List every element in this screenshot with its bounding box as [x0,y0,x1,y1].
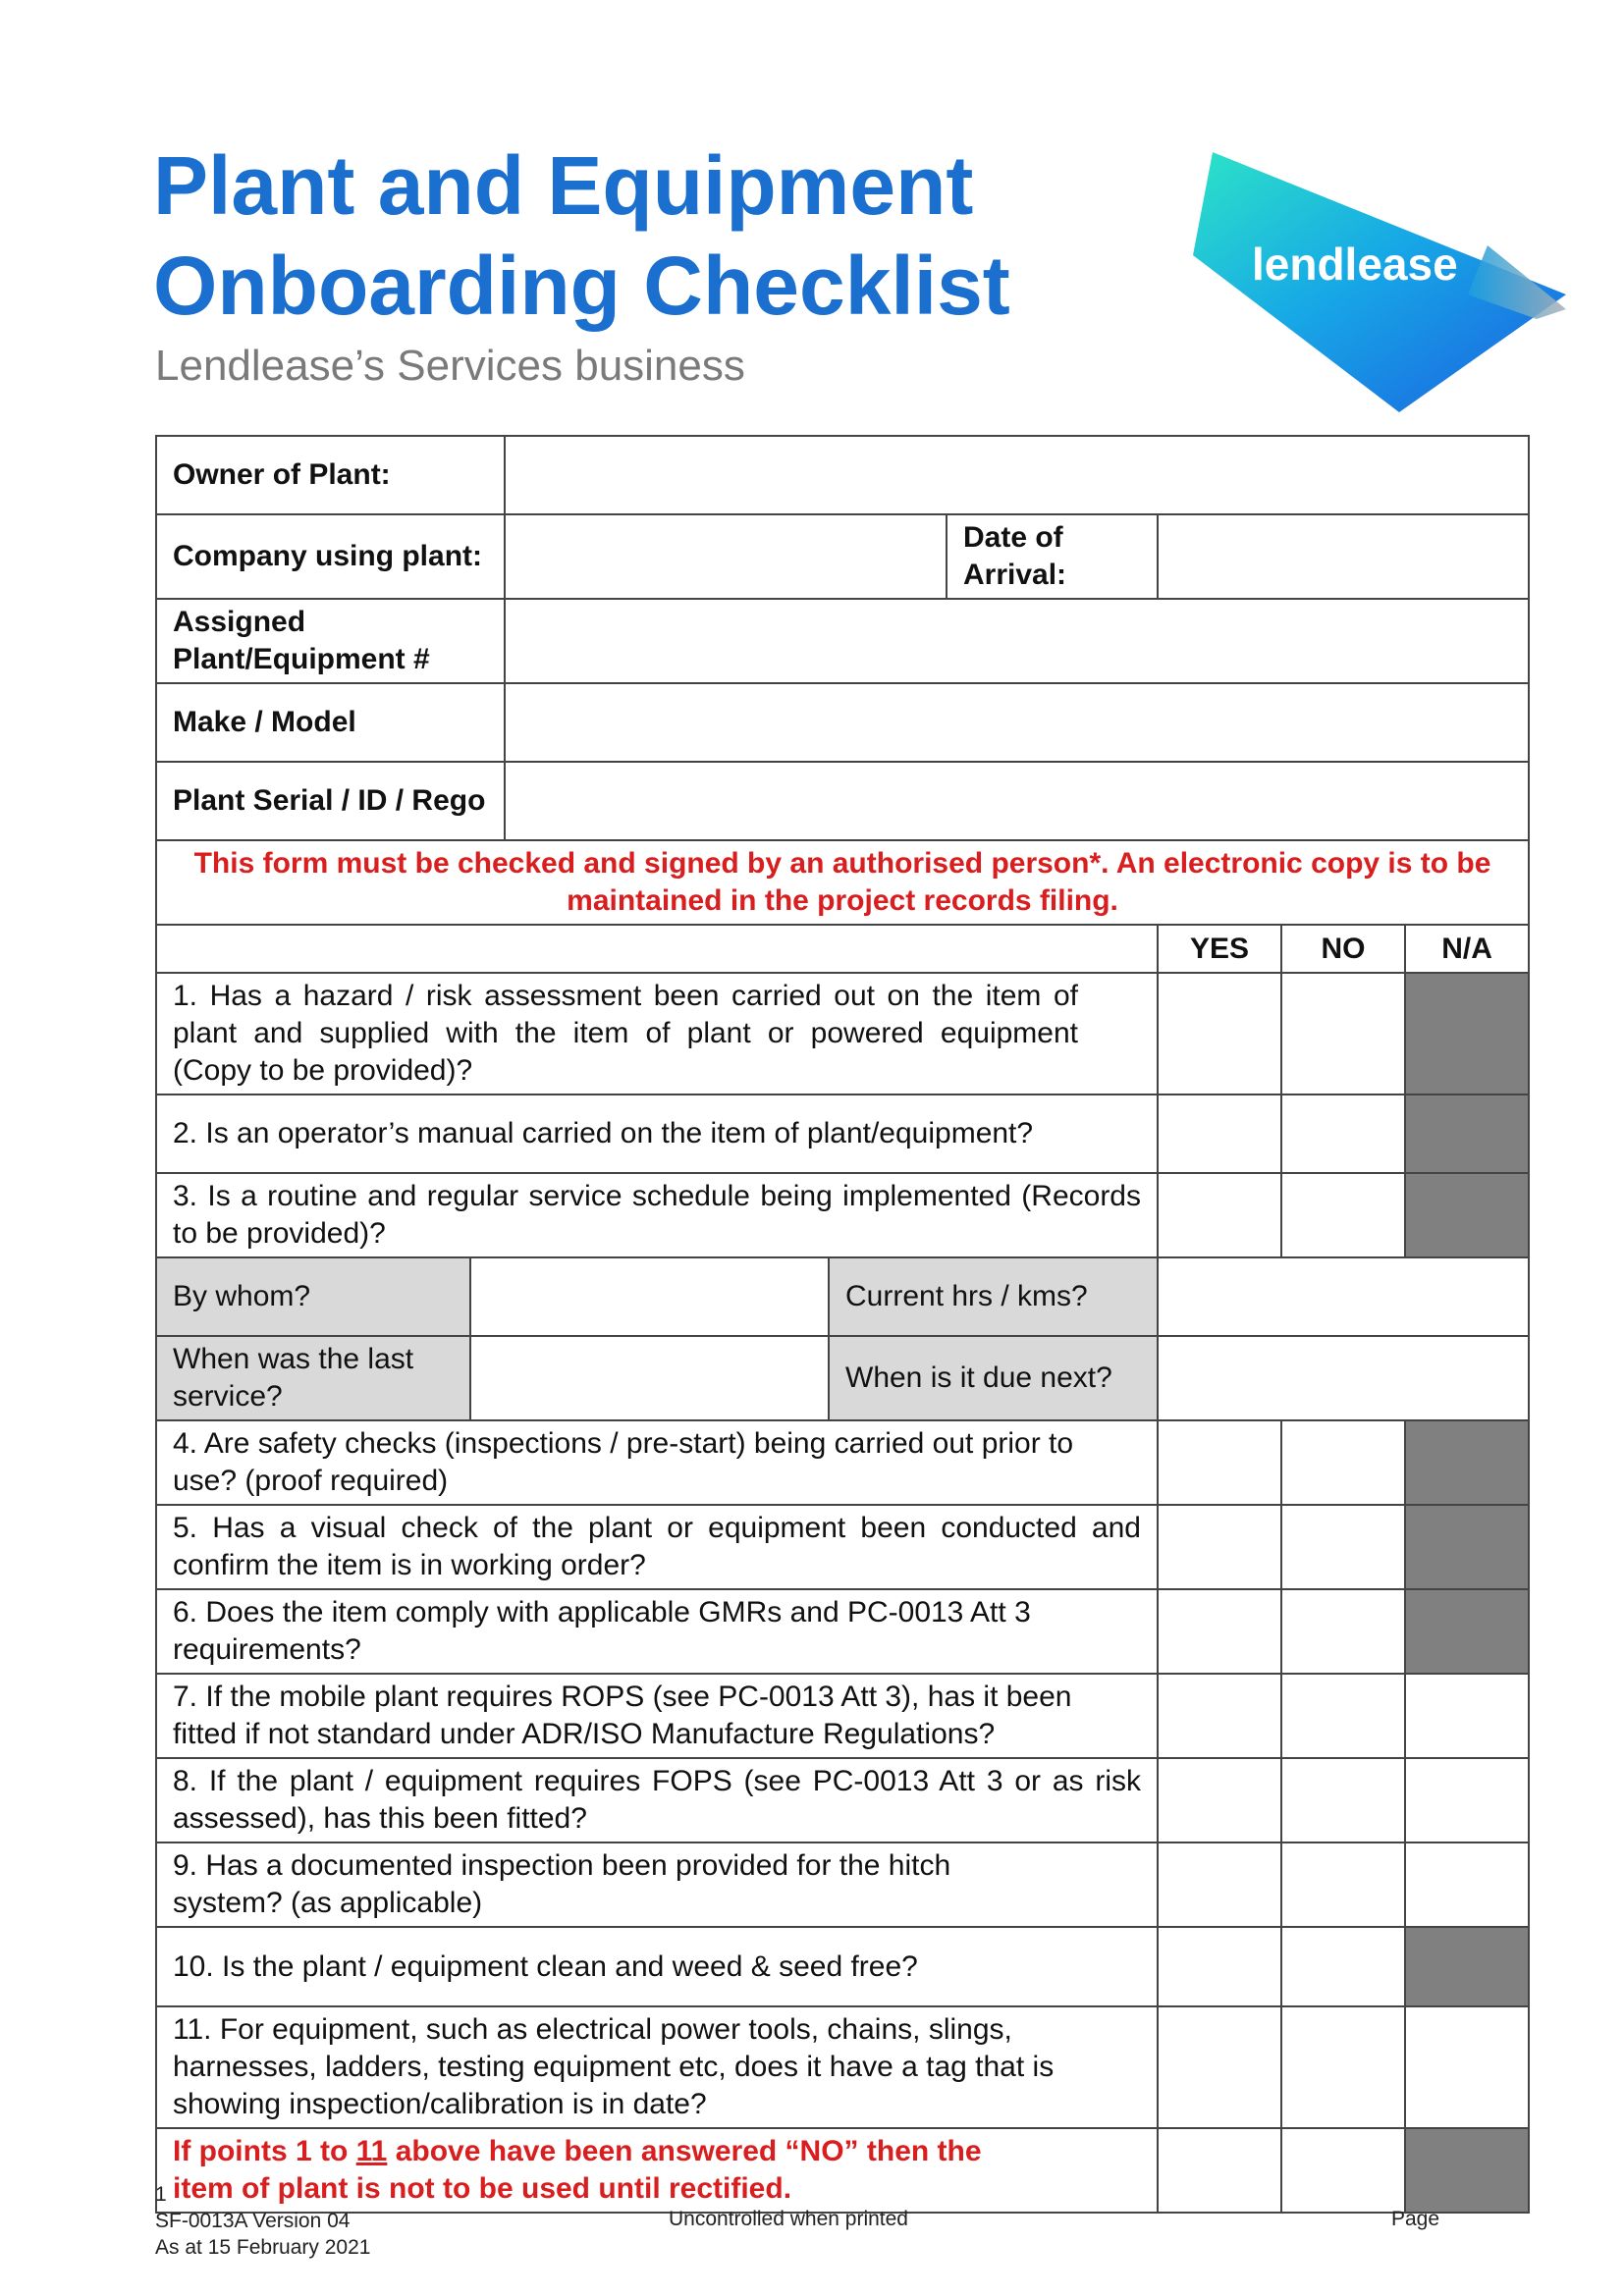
title-line-2: Onboarding Checklist [153,240,1010,332]
make-label: Make / Model [156,683,505,762]
na-cell[interactable] [1405,1674,1529,1758]
yes-cell[interactable] [1158,1927,1281,2006]
page-label: Page [1391,2208,1440,2230]
by-whom-field[interactable] [470,1257,829,1336]
owner-label: Owner of Plant: [156,436,505,514]
company-field[interactable] [505,514,947,599]
no-cell[interactable] [1281,1505,1405,1589]
doc-version: SF-0013A Version 04 [155,2210,351,2232]
no-cell[interactable] [1281,1173,1405,1257]
question-text: 9. Has a documented inspection been provided for the hitch system? (as applicable) [156,1842,1158,1927]
yes-cell[interactable] [1158,2128,1281,2213]
question-text: 10. Is the plant / equipment clean and weed & seed free? [156,1927,1158,2006]
company-row [156,514,1529,599]
yes-cell[interactable] [1158,1173,1281,1257]
yes-cell[interactable] [1158,1758,1281,1842]
no-cell[interactable] [1281,1927,1405,2006]
arrival-field[interactable] [1158,514,1529,599]
assigned-label: Assigned Plant/Equipment # [156,599,505,683]
na-cell[interactable] [1405,1842,1529,1927]
no-cell[interactable] [1281,1420,1405,1505]
question-text: 7. If the mobile plant requires ROPS (see PC-0013 Att 3), has it been fitted if not standard under ADR/ISO Manufacture Regulations? [156,1674,1158,1758]
yes-cell[interactable] [1158,973,1281,1095]
yes-cell[interactable] [1158,2006,1281,2128]
title-line-1: Plant and Equipment [153,139,974,232]
notice-text: This form must be checked and signed by an authorised person*. An electronic copy is to be maintained in the project records filing. [156,840,1529,925]
question-row-9 [156,1842,1529,1927]
make-row [156,683,1529,762]
checklist-table [155,435,1530,2214]
owner-row [156,436,1529,514]
na-cell-disabled [1405,2128,1529,2213]
question-text: 5. Has a visual check of the plant or equipment been conducted and confirm the item is in working order? [156,1505,1158,1589]
serial-label: Plant Serial / ID / Rego [156,762,505,840]
na-cell-disabled [1405,1927,1529,2006]
owner-field[interactable] [505,436,1529,514]
footer-doc-info [155,2181,370,2261]
no-cell[interactable] [1281,1842,1405,1927]
uncontrolled-note: Uncontrolled when printed [669,2208,908,2230]
assigned-row [156,599,1529,683]
current-hrs-label: Current hrs / kms? [829,1257,1158,1336]
question-row-3 [156,1173,1529,1257]
serial-row [156,762,1529,840]
yes-cell[interactable] [1158,1505,1281,1589]
warning-part-3: above have been answered “NO” then the item of plant is not to be used until rectified. [173,2135,982,2205]
question-row-2 [156,1095,1529,1173]
na-cell-disabled [1405,1095,1529,1173]
no-cell[interactable] [1281,1589,1405,1674]
question-row-6 [156,1589,1529,1674]
yes-cell[interactable] [1158,1674,1281,1758]
no-cell[interactable] [1281,1674,1405,1758]
na-cell-disabled [1405,973,1529,1095]
na-cell[interactable] [1405,2006,1529,2128]
logo-text: lendlease [1252,239,1458,290]
question-text: 8. If the plant / equipment requires FOPS (see PC-0013 Att 3 or as risk assessed), has this been fitted? [156,1758,1158,1842]
question-row-5 [156,1505,1529,1589]
assigned-field[interactable] [505,599,1529,683]
question-text: 11. For equipment, such as electrical power tools, chains, slings, harnesses, ladders, testing equipment etc, does it have a tag that is showing inspection/calibration is in date? [156,2006,1158,2128]
no-cell[interactable] [1281,1758,1405,1842]
current-hrs-field[interactable] [1158,1257,1529,1336]
no-header: NO [1281,925,1405,973]
question-row-1 [156,973,1529,1095]
yes-cell[interactable] [1158,1420,1281,1505]
question-text: 6. Does the item comply with applicable GMRs and PC-0013 Att 3 requirements? [156,1589,1158,1674]
last-service-label: When was the last service? [156,1336,470,1420]
yes-cell[interactable] [1158,1589,1281,1674]
lendlease-logo [1193,147,1566,412]
make-field[interactable] [505,683,1529,762]
na-header: N/A [1405,925,1529,973]
service-row-2 [156,1336,1529,1420]
warning-part-2: 11 [355,2135,388,2167]
page-subtitle: Lendlease’s Services business [155,342,745,390]
question-row-8 [156,1758,1529,1842]
yes-cell[interactable] [1158,1842,1281,1927]
no-cell[interactable] [1281,2006,1405,2128]
question-text: 1. Has a hazard / risk assessment been carried out on the item of plant and supplied with the item of plant or powered equipment (Copy to be provided)? [156,973,1158,1095]
last-service-field[interactable] [470,1336,829,1420]
na-cell-disabled [1405,1173,1529,1257]
due-next-label: When is it due next? [829,1336,1158,1420]
question-text: 3. Is a routine and regular service schedule being implemented (Records to be provided)? [156,1173,1158,1257]
header-blank [156,925,1158,973]
serial-field[interactable] [505,762,1529,840]
question-row-7 [156,1674,1529,1758]
na-cell-disabled [1405,1420,1529,1505]
yes-header: YES [1158,925,1281,973]
column-header-row [156,925,1529,973]
arrival-label: Date of Arrival: [947,514,1158,599]
yes-cell[interactable] [1158,1095,1281,1173]
page-title [153,135,1037,336]
company-label: Company using plant: [156,514,505,599]
by-whom-label: By whom? [156,1257,470,1336]
question-text: 2. Is an operator’s manual carried on the item of plant/equipment? [156,1095,1158,1173]
no-cell[interactable] [1281,2128,1405,2213]
question-row-10 [156,1927,1529,2006]
na-cell[interactable] [1405,1758,1529,1842]
question-text: 4. Are safety checks (inspections / pre-start) being carried out prior to use? (proof required) [156,1420,1158,1505]
service-row-1 [156,1257,1529,1336]
notice-row [156,840,1529,925]
no-cell[interactable] [1281,973,1405,1095]
na-cell-disabled [1405,1505,1529,1589]
question-row-11 [156,2006,1529,2128]
question-row-4 [156,1420,1529,1505]
no-cell[interactable] [1281,1095,1405,1173]
due-next-field[interactable] [1158,1336,1529,1420]
doc-date: As at 15 February 2021 [155,2236,371,2259]
na-cell-disabled [1405,1589,1529,1674]
warning-part-1: If points 1 to [173,2135,356,2167]
page-number: 1 [155,2183,167,2206]
